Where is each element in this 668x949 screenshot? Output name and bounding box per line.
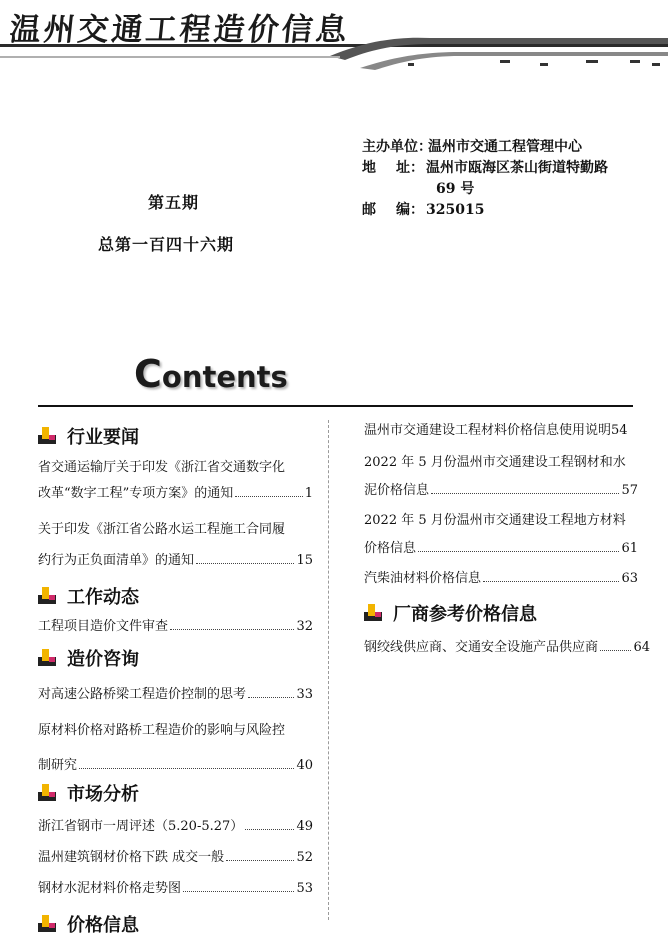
toc-entry-title: 泥价格信息 (364, 483, 430, 498)
toc-entry[interactable] (38, 815, 313, 834)
toc-page-number: 54 (611, 423, 628, 438)
toc-page-number: 33 (296, 687, 313, 702)
address-value: 温州市瓯海区茶山街道特勤路 (426, 160, 608, 176)
section-vendor-prices (364, 600, 537, 626)
leader-dots (226, 860, 294, 861)
host-value: 温州市交通工程管理中心 (428, 139, 582, 155)
toc-entry[interactable] (364, 537, 638, 556)
section-title: 厂商参考价格信息 (393, 604, 537, 625)
leader-dots (431, 493, 619, 494)
postcode-label (362, 200, 424, 221)
address-value-continued: 69 号 (436, 181, 475, 197)
section-title: 价格信息 (67, 915, 139, 936)
section-price-info (38, 911, 139, 937)
leader-dots (235, 496, 302, 497)
toc-entry-title: 温州建筑钢材价格下跌 成交一般 (38, 850, 225, 865)
section-bullet-icon (38, 648, 58, 668)
contents-heading-rest: ontents (161, 360, 288, 394)
leader-dots (418, 551, 619, 552)
toc-entry-title: 汽柴油材料价格信息 (364, 571, 482, 586)
section-industry-news (38, 423, 139, 449)
toc-entry-title: 价格信息 (364, 541, 417, 556)
address-label (362, 158, 424, 179)
toc-page-number: 40 (296, 758, 313, 773)
contents-rule (38, 405, 633, 407)
toc-entry[interactable] (38, 482, 313, 501)
toc-entry[interactable] (364, 419, 648, 438)
leader-dots (245, 829, 294, 830)
leader-dots (600, 650, 631, 651)
toc-entry[interactable] (38, 549, 313, 568)
toc-entry[interactable] (38, 877, 313, 896)
section-title: 造价咨询 (67, 649, 139, 670)
address-label-part2: 址： (396, 160, 424, 176)
toc-entry-line[interactable]: 2022 年 5 月份温州市交通建设工程钢材和水 (364, 455, 626, 470)
leader-dots (79, 768, 294, 769)
toc-entry-title: 改革“数字工程”专项方案》的通知 (38, 486, 234, 501)
toc-entry-title: 制研究 (38, 758, 78, 773)
section-work-updates (38, 583, 139, 609)
host-row (362, 137, 608, 158)
section-bullet-icon (364, 603, 384, 623)
address-row (362, 158, 608, 179)
issue-number: 第五期 (148, 193, 200, 212)
section-title: 行业要闻 (67, 427, 139, 448)
toc-entry-title: 浙江省钢市一周评述（5.20-5.27） (38, 819, 244, 834)
publisher-info (362, 137, 608, 221)
postcode-row (362, 200, 608, 221)
toc-entry[interactable] (364, 479, 638, 498)
leader-dots (196, 563, 294, 564)
toc-page-number: 63 (621, 571, 638, 586)
toc-entry-title: 约行为正负面清单》的通知 (38, 553, 195, 568)
masthead-title: 温州交通工程造价信息 (7, 12, 352, 48)
toc-entry-title: 钢材水泥材料价格走势图 (38, 881, 182, 896)
issue-total: 总第一百四十六期 (98, 235, 235, 254)
toc-page-number: 1 (304, 486, 313, 501)
address-label-part1: 地 (362, 160, 376, 176)
section-bullet-icon (38, 783, 58, 803)
section-bullet-icon (38, 586, 58, 606)
toc-entry-title: 对高速公路桥梁工程造价控制的思考 (38, 687, 247, 702)
section-bullet-icon (38, 426, 58, 446)
section-title: 市场分析 (67, 784, 139, 805)
toc-page-number: 64 (633, 640, 650, 655)
toc-page-number: 53 (296, 881, 313, 896)
toc-entry[interactable] (38, 615, 313, 634)
contents-heading-initial: C (134, 352, 162, 396)
toc-entry[interactable] (364, 636, 650, 655)
toc-entry-title: 工程项目造价文件审查 (38, 619, 169, 634)
toc-page-number: 52 (296, 850, 313, 865)
toc-page-number: 49 (296, 819, 313, 834)
toc-entry[interactable] (364, 567, 638, 586)
column-divider (328, 420, 329, 920)
masthead (0, 0, 668, 72)
section-bullet-icon (38, 914, 58, 934)
section-market-analysis (38, 780, 139, 806)
contents-heading (134, 352, 288, 396)
toc-entry-line[interactable]: 2022 年 5 月份温州市交通建设工程地方材料 (364, 513, 626, 528)
postcode-label-part2: 编： (396, 202, 424, 218)
postcode-label-part1: 邮 (362, 202, 376, 218)
toc-entry-line[interactable]: 原材料价格对路桥工程造价的影响与风险控 (38, 723, 286, 738)
toc-entry[interactable] (38, 846, 313, 865)
toc-entry-line[interactable]: 省交通运输厅关于印发《浙江省交通数字化 (38, 460, 286, 475)
toc-entry-line[interactable]: 关于印发《浙江省公路水运工程施工合同履 (38, 522, 286, 537)
section-title: 工作动态 (67, 587, 139, 608)
toc-entry[interactable] (38, 683, 313, 702)
section-cost-consulting (38, 645, 139, 671)
toc-page-number: 15 (296, 553, 313, 568)
leader-dots (483, 581, 619, 582)
toc-entry-title: 钢绞线供应商、交通安全设施产品供应商 (364, 640, 599, 655)
toc-entry[interactable] (38, 754, 313, 773)
host-label: 主办单位： (362, 139, 432, 155)
toc-page-number: 57 (621, 483, 638, 498)
leader-dots (170, 629, 294, 630)
toc-page-number: 61 (621, 541, 638, 556)
toc-page-number: 32 (296, 619, 313, 634)
toc-entry-title: 温州市交通建设工程材料价格信息使用说明 (364, 423, 612, 438)
leader-dots (183, 891, 294, 892)
postcode-value: 325015 (426, 202, 485, 218)
leader-dots (248, 697, 294, 698)
